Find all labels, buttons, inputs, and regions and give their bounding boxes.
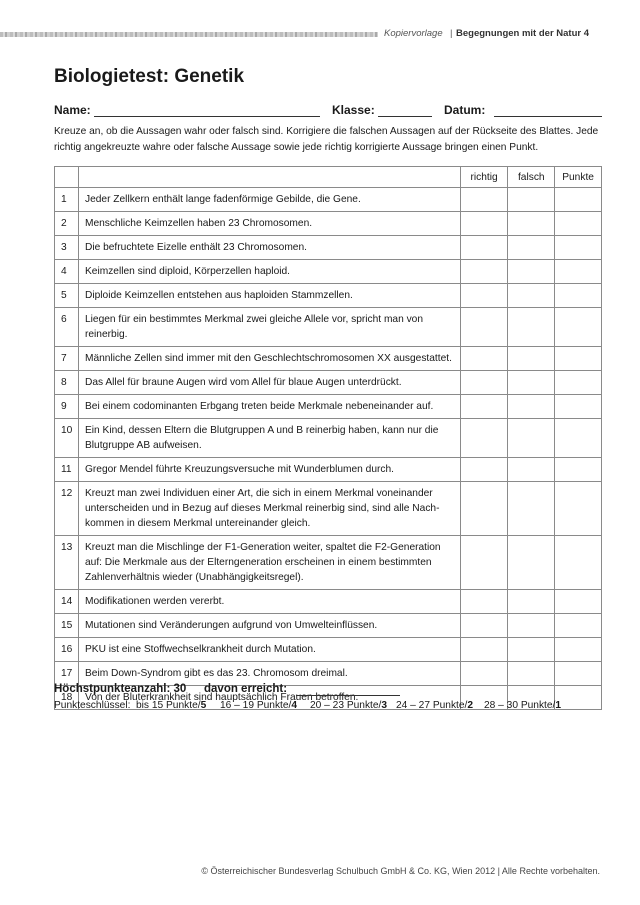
- richtig-checkbox-cell[interactable]: [460, 662, 508, 686]
- punkte-cell[interactable]: [555, 614, 602, 638]
- statement-text: Kreuzt man zwei Individuen einer Art, die sich in einem Merkmal voneinander unterscheiden und in Bezug auf dieses Merkmal reinerbig sind, sind alle Nach-kommen in diesem Merkmal untereinander gleich.: [78, 482, 460, 536]
- statement-number: 14: [55, 590, 79, 614]
- table-row: [55, 284, 602, 308]
- statement-text: Ein Kind, dessen Eltern die Blutgruppen A und B reinerbig haben, kann nur die Blutgruppe AB aufweisen.: [78, 419, 460, 458]
- series-title: Begegnungen mit der Natur 4: [456, 28, 590, 39]
- statement-number: 13: [55, 536, 79, 590]
- statement-text: Männliche Zellen sind immer mit den Geschlechtschromosomen XX ausgestattet.: [78, 347, 460, 371]
- falsch-checkbox-cell[interactable]: [508, 662, 555, 686]
- statement-number: 2: [55, 212, 79, 236]
- header-punkte: Punkte: [555, 167, 602, 188]
- grade-key-1: 28 – 30 Punkte/1: [484, 700, 562, 711]
- table-header-row: [55, 167, 602, 188]
- grade-key-5: bis 15 Punkte/5: [136, 700, 207, 711]
- punkte-cell[interactable]: [555, 260, 602, 284]
- punkte-cell[interactable]: [555, 458, 602, 482]
- statement-number: 7: [55, 347, 79, 371]
- name-label: Name:: [54, 103, 91, 117]
- name-field[interactable]: [94, 116, 320, 117]
- richtig-checkbox-cell[interactable]: [460, 371, 508, 395]
- richtig-checkbox-cell[interactable]: [460, 212, 508, 236]
- statement-number: 10: [55, 419, 79, 458]
- richtig-checkbox-cell[interactable]: [460, 482, 508, 536]
- statement-number: 18: [55, 686, 79, 710]
- falsch-checkbox-cell[interactable]: [508, 458, 555, 482]
- punkte-cell[interactable]: [555, 308, 602, 347]
- klasse-label: Klasse:: [332, 103, 375, 117]
- max-points-row: [54, 683, 602, 699]
- statement-text: Modifikationen werden vererbt.: [78, 590, 460, 614]
- table-row: [55, 212, 602, 236]
- statement-number: 5: [55, 284, 79, 308]
- statement-text: Mutationen sind Veränderungen aufgrund von Umwelteinflüssen.: [78, 614, 460, 638]
- richtig-checkbox-cell[interactable]: [460, 236, 508, 260]
- statement-text: Liegen für ein bestimmtes Merkmal zwei gleiche Allele vor, spricht man von reinerbig.: [78, 308, 460, 347]
- punkte-cell[interactable]: [555, 284, 602, 308]
- table-row: [55, 662, 602, 686]
- punkte-cell[interactable]: [555, 638, 602, 662]
- table-row: [55, 347, 602, 371]
- punkte-cell[interactable]: [555, 482, 602, 536]
- falsch-checkbox-cell[interactable]: [508, 395, 555, 419]
- statement-text: Die befruchtete Eizelle enthält 23 Chromosomen.: [78, 236, 460, 260]
- falsch-checkbox-cell[interactable]: [508, 236, 555, 260]
- statement-text: Bei einem codominanten Erbgang treten beide Merkmale nebeneinander auf.: [78, 395, 460, 419]
- punkte-cell[interactable]: [555, 662, 602, 686]
- richtig-checkbox-cell[interactable]: [460, 419, 508, 458]
- statement-text: Von der Bluterkrankheit sind hauptsächlich Frauen betroffen.: [78, 686, 460, 710]
- falsch-checkbox-cell[interactable]: [508, 590, 555, 614]
- statement-number: 17: [55, 662, 79, 686]
- falsch-checkbox-cell[interactable]: [508, 614, 555, 638]
- grade-key-4: 16 – 19 Punkte/4: [220, 700, 298, 711]
- punkte-cell[interactable]: [555, 419, 602, 458]
- punkte-cell[interactable]: [555, 536, 602, 590]
- statement-text: Menschliche Keimzellen haben 23 Chromosomen.: [78, 212, 460, 236]
- richtig-checkbox-cell[interactable]: [460, 347, 508, 371]
- richtig-checkbox-cell[interactable]: [460, 260, 508, 284]
- table-row: [55, 308, 602, 347]
- punkte-cell[interactable]: [555, 188, 602, 212]
- header-statement: [78, 167, 460, 188]
- statement-text: Keimzellen sind diploid, Körperzellen haploid.: [78, 260, 460, 284]
- datum-field[interactable]: [494, 116, 602, 117]
- table-row: [55, 236, 602, 260]
- punkte-cell[interactable]: [555, 212, 602, 236]
- table-row: [55, 419, 602, 458]
- statement-text: Diploide Keimzellen entstehen aus haploiden Stammzellen.: [78, 284, 460, 308]
- statement-number: 6: [55, 308, 79, 347]
- header-num: [55, 167, 79, 188]
- richtig-checkbox-cell[interactable]: [460, 458, 508, 482]
- table-row: [55, 638, 602, 662]
- richtig-checkbox-cell[interactable]: [460, 284, 508, 308]
- statement-number: 9: [55, 395, 79, 419]
- statement-number: 11: [55, 458, 79, 482]
- header-stripe: [0, 32, 378, 37]
- statement-text: Beim Down-Syndrom gibt es das 23. Chromosom dreimal.: [78, 662, 460, 686]
- kopiervorlage-label: Kopiervorlage: [384, 28, 443, 39]
- statement-number: 4: [55, 260, 79, 284]
- falsch-checkbox-cell[interactable]: [508, 260, 555, 284]
- statement-text: Das Allel für braune Augen wird vom Allel für blaue Augen unterdrückt.: [78, 371, 460, 395]
- test-table: [54, 166, 602, 710]
- statement-text: Gregor Mendel führte Kreuzungsversuche mit Wunderblumen durch.: [78, 458, 460, 482]
- richtig-checkbox-cell[interactable]: [460, 308, 508, 347]
- header-separator: |: [450, 28, 453, 39]
- grade-key-3: 20 – 23 Punkte/3: [310, 700, 388, 711]
- student-info-row: [54, 103, 602, 117]
- falsch-checkbox-cell[interactable]: [508, 308, 555, 347]
- instructions: Kreuze an, ob die Aussagen wahr oder falsch sind. Korrigiere die falschen Aussagen auf der Rückseite des Blattes. Jede richtig angekreuzte wahre oder falsche Aussage sowie jede richtig korrigierte Aussage bringen einen Punkt.: [54, 126, 599, 153]
- punkte-cell[interactable]: [555, 395, 602, 419]
- table-row: [55, 536, 602, 590]
- datum-label: Datum:: [444, 103, 486, 117]
- header-falsch: falsch: [508, 167, 555, 188]
- statement-number: 8: [55, 371, 79, 395]
- table-row: [55, 590, 602, 614]
- table-row: [55, 371, 602, 395]
- grading-key-label: Punkteschlüssel:: [54, 700, 131, 711]
- punkte-cell[interactable]: [555, 347, 602, 371]
- table-row: [55, 614, 602, 638]
- table-row: [55, 188, 602, 212]
- grade-key-2: 24 – 27 Punkte/2: [396, 700, 474, 711]
- statement-number: 15: [55, 614, 79, 638]
- richtig-checkbox-cell[interactable]: [460, 395, 508, 419]
- statement-number: 1: [55, 188, 79, 212]
- falsch-checkbox-cell[interactable]: [508, 419, 555, 458]
- table-row: [55, 482, 602, 536]
- reached-label: davon erreicht:: [204, 683, 288, 695]
- falsch-checkbox-cell[interactable]: [508, 638, 555, 662]
- table-row: [55, 458, 602, 482]
- klasse-field[interactable]: [378, 116, 432, 117]
- falsch-checkbox-cell[interactable]: [508, 212, 555, 236]
- richtig-checkbox-cell[interactable]: [460, 590, 508, 614]
- richtig-checkbox-cell[interactable]: [460, 536, 508, 590]
- falsch-checkbox-cell[interactable]: [508, 284, 555, 308]
- richtig-checkbox-cell[interactable]: [460, 188, 508, 212]
- statement-number: 16: [55, 638, 79, 662]
- max-points-label: Höchstpunkteanzahl: 30: [54, 683, 187, 695]
- falsch-checkbox-cell[interactable]: [508, 371, 555, 395]
- richtig-checkbox-cell[interactable]: [460, 614, 508, 638]
- statement-number: 3: [55, 236, 79, 260]
- table-row: [55, 260, 602, 284]
- statement-text: PKU ist eine Stoffwechselkrankheit durch Mutation.: [78, 638, 460, 662]
- statement-number: 12: [55, 482, 79, 536]
- punkte-cell[interactable]: [555, 590, 602, 614]
- falsch-checkbox-cell[interactable]: [508, 536, 555, 590]
- statement-text: Jeder Zellkern enthält lange fadenförmige Gebilde, die Gene.: [78, 188, 460, 212]
- falsch-checkbox-cell[interactable]: [508, 482, 555, 536]
- header-richtig: richtig: [460, 167, 508, 188]
- punkte-cell[interactable]: [555, 371, 602, 395]
- reached-field[interactable]: [296, 695, 400, 696]
- falsch-checkbox-cell[interactable]: [508, 188, 555, 212]
- richtig-checkbox-cell[interactable]: [460, 638, 508, 662]
- table-row: [55, 395, 602, 419]
- punkte-cell[interactable]: [555, 236, 602, 260]
- page-title: Biologietest: Genetik: [54, 66, 245, 87]
- copyright-footer: © Österreichischer Bundesverlag Schulbuch GmbH & Co. KG, Wien 2012 | Alle Rechte vorbehalten.: [201, 866, 600, 876]
- falsch-checkbox-cell[interactable]: [508, 347, 555, 371]
- statement-text: Kreuzt man die Mischlinge der F1-Generation weiter, spaltet die F2-Generation auf: Die Merkmale aus der Elterngeneration erscheinen in einem bestimmten Zahlenverhältnis wieder (Unabhängigkeitsregel).: [78, 536, 460, 590]
- page-header: [0, 28, 640, 42]
